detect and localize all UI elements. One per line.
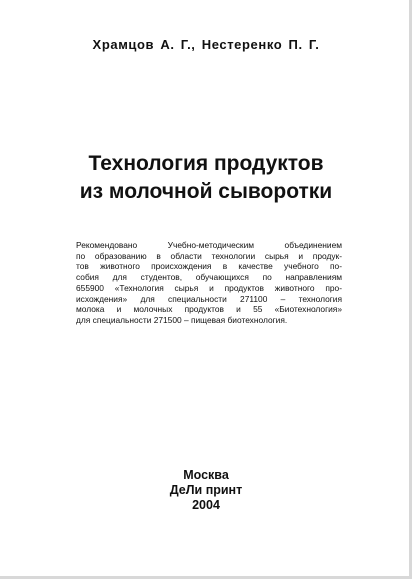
recommendation-line: молока и молочных продуктов и 55 «Биотехнология» (76, 304, 342, 315)
imprint-publisher: ДеЛи принт (169, 483, 243, 497)
recommendation-line: тов животного происхождения в качестве учебного по- (76, 261, 342, 272)
book-title (0, 150, 412, 206)
imprint (0, 468, 412, 513)
recommendation-text (76, 240, 342, 326)
recommendation-line: по образованию в области технологии сырья и продук- (76, 250, 342, 261)
imprint-year: 2004 (192, 498, 220, 512)
recommendation-line: для специальности 271500 – пищевая биотехнология. (76, 314, 288, 325)
recommendation-line: собия для студентов, обучающихся по направлениям (76, 272, 342, 283)
recommendation-line: 655900 «Технология сырья и продуктов животного про- (76, 282, 342, 293)
authors-line: Храмцов А. Г., Нестеренко П. Г. (92, 37, 320, 52)
book-title-line-2: из молочной сыворотки (79, 180, 333, 203)
book-title-line-1: Технология продуктов (88, 152, 324, 175)
recommendation-line: Рекомендовано Учебно-методическим объединением (76, 240, 342, 250)
recommendation-line: исхождения» для специальности 271100 – технология (76, 293, 342, 304)
imprint-city: Москва (183, 468, 229, 482)
